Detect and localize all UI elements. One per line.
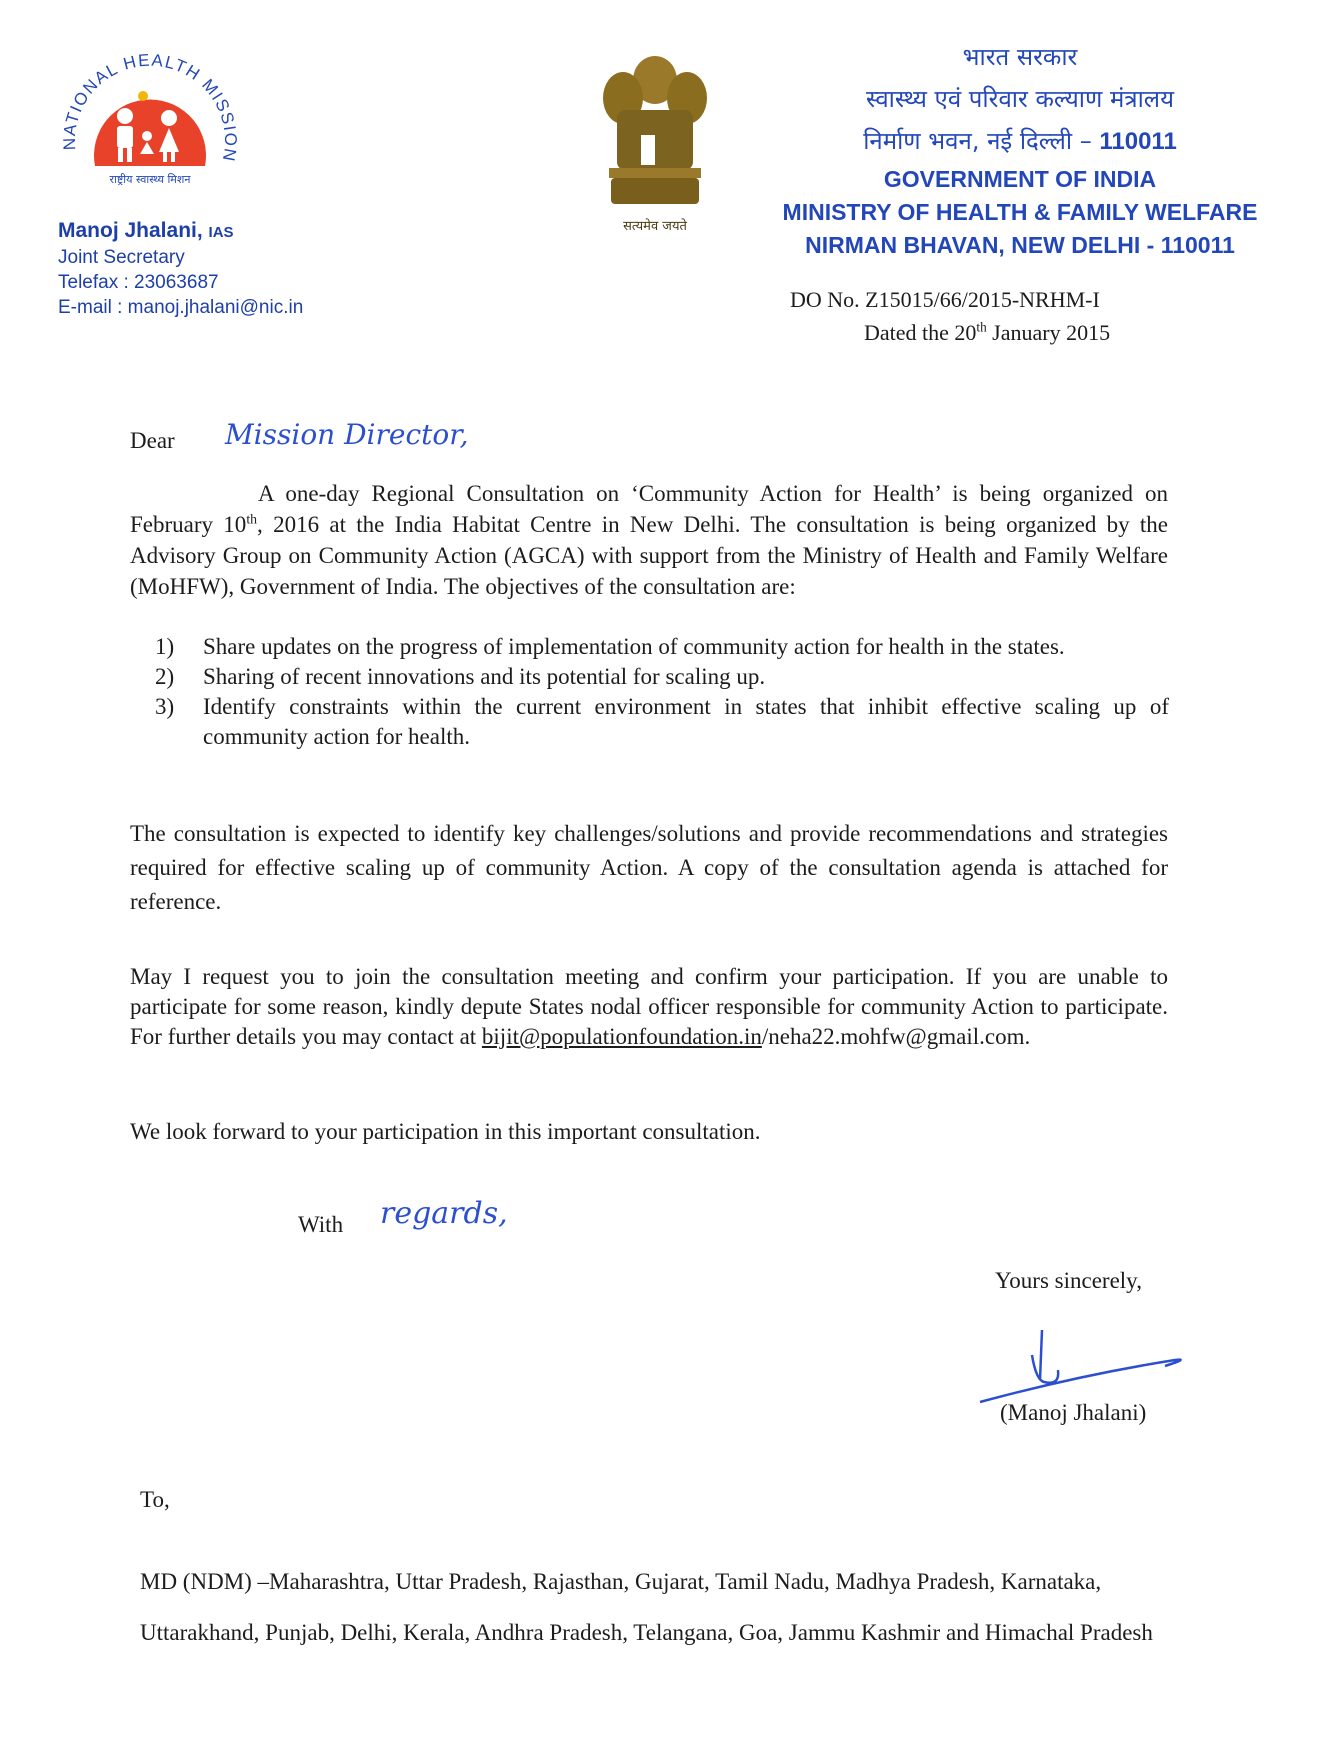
sender-block (58, 218, 303, 320)
national-emblem (595, 40, 715, 240)
objective-item: 3) Identify constraints within the current environment in states that inhibit effective scaling up of community action for health. (155, 694, 1169, 749)
hindi-address: निर्माण भवन, नई दिल्ली – 110011 (863, 127, 1177, 155)
paragraph-expectations: The consultation is expected to identify key challenges/solutions and provide recommendations and strategies required for effective scaling up of community Action. A copy of the consultation agenda is attached for reference. (130, 821, 1168, 914)
english-ministry: MINISTRY OF HEALTH & FAMILY WELFARE (782, 199, 1258, 225)
objectives-list (155, 632, 1169, 752)
sender-designation: Joint Secretary (58, 247, 185, 268)
family-logo-icon (55, 38, 245, 198)
sender-telefax: Telefax : 23063687 (58, 272, 219, 293)
ashoka-emblem-icon (595, 40, 715, 240)
yours-sincerely: Yours sincerely, (995, 1268, 1142, 1293)
contact-email-link[interactable]: bijit@populationfoundation.in (481, 1024, 762, 1049)
ministry-header (760, 36, 1280, 262)
sender-name: Manoj Jhalani, IAS (58, 219, 234, 242)
sender-email: E-mail : manoj.jhalani@nic.in (58, 297, 304, 318)
nhm-logo (55, 38, 245, 198)
hindi-ministry: स्वास्थ्य एवं परिवार कल्याण मंत्रालय (865, 85, 1174, 113)
signatory-name: (Manoj Jhalani) (1000, 1400, 1147, 1425)
paragraph-closing: We look forward to your participation in this important consultation. (130, 1119, 761, 1144)
svg-text:राष्ट्रीय स्वास्थ्य मिशन: राष्ट्रीय स्वास्थ्य मिशन (109, 173, 191, 186)
dated-line: Dated the 20th January 2015 (864, 319, 1111, 345)
with-text: With (298, 1212, 344, 1237)
do-number: DO No. Z15015/66/2015-NRHM-I (790, 287, 1100, 312)
objective-item: 1) Share updates on the progress of implementation of community action for health in the states. (155, 634, 1065, 659)
recipients-list: MD (NDM) –Maharashtra, Uttar Pradesh, Rajasthan, Gujarat, Tamil Nadu, Madhya Pradesh, Karnataka, Uttarakhand, Punjab, Delhi, Kerala, Andhra Pradesh, Telangana, Goa, Jammu Kashmir and Himachal Pradesh (140, 1569, 1153, 1645)
paragraph-request: May I request you to join the consultation meeting and confirm your participation. If you are unable to participate for some reason, kindly depute States nodal officer responsible for community Action to participate. For further details you may contact at bijit@populationfoundation.in/neha22.mohfw@gmail.com. (130, 964, 1168, 1049)
handwritten-regards: regards, (380, 1196, 508, 1231)
english-govt: GOVERNMENT OF INDIA (883, 166, 1157, 192)
english-address: NIRMAN BHAVAN, NEW DELHI - 110011 (805, 232, 1235, 258)
reference-block (790, 283, 1110, 349)
svg-text:सत्यमेव जयते: सत्यमेव जयते (623, 219, 687, 234)
salutation: Dear (130, 428, 175, 453)
hindi-govt: भारत सरकार (962, 43, 1078, 71)
paragraph-intro: A one-day Regional Consultation on ‘Community Action for Health’ is being organized on February 10th, 2016 at the India Habitat Centre in New Delhi. The consultation is being organized by the Advisory Group on Community Action (AGCA) with support from the Ministry of Health and Family Welfare (MoHFW), Government of India. The objectives of the consultation are: (130, 481, 1168, 599)
handwritten-addressee: Mission Director, (225, 418, 469, 451)
to-label: To, (140, 1487, 170, 1512)
svg-text:NATIONAL HEALTH MISSION: NATIONAL HEALTH MISSION (59, 50, 241, 164)
objective-item: 2) Sharing of recent innovations and its potential for scaling up. (155, 664, 766, 689)
